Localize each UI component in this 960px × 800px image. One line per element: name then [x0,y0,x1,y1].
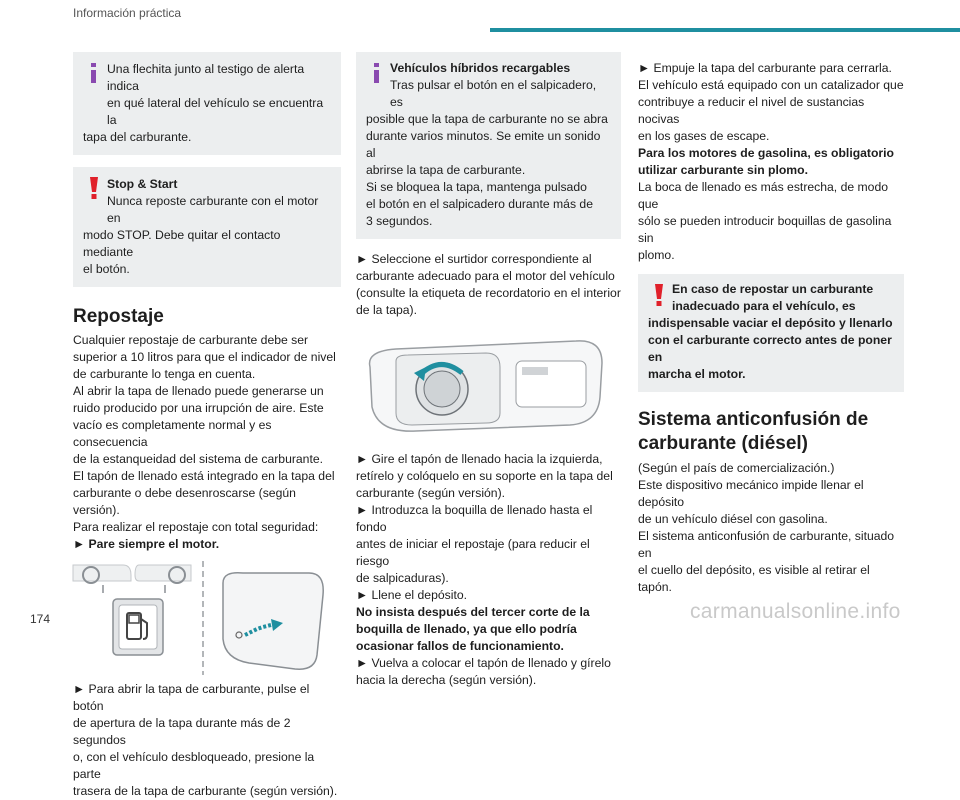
bold-line: boquilla de llenado, ya que ello podría [356,622,577,636]
warning-title: Stop & Start [107,177,178,191]
heading-repostaje: Repostaje [73,306,164,327]
info-title: Vehículos híbridos recargables [390,61,571,75]
body-line: superior a 10 litros para que el indicador de nivel [73,350,336,364]
body-line: de salpicaduras). [356,571,449,585]
column-2 [356,52,621,689]
body-line: de la tapa). [356,303,417,317]
body-line: en los gases de escape. [638,129,770,143]
body-line: carburante (según versión). [356,486,506,500]
fuel-cap-diagram [356,327,621,445]
info-line: abrirse la tapa de carburante. [366,163,526,177]
warning-line: indispensable vaciar el depósito y llenarlo [648,316,893,330]
body-line: ► Vuelva a colocar el tapón de llenado y gírelo [356,656,611,670]
bold-line: utilizar carburante sin plomo. [638,163,808,177]
body-line: de apertura de la tapa durante más de 2 segundos [73,716,291,747]
body-line: Cualquier repostaje de carburante debe ser [73,333,309,347]
info-icon [85,61,103,85]
body-line: plomo. [638,248,675,262]
body-line: El tapón de llenado está integrado en la tapa del [73,469,335,483]
body-line: el cuello del depósito, es visible al retirar el tapón. [638,563,870,594]
body-line: Al abrir la tapa de llenado puede generarse un [73,384,324,398]
body-line: carburante adecuado para el motor del vehículo [356,269,615,283]
body-line: La boca de llenado es más estrecha, de modo que [638,180,889,211]
body-line: contribuye a reducir el nivel de sustancias nocivas [638,95,865,126]
body-line: vacío es completamente normal y es consecuencia [73,418,272,449]
warning-line: con el carburante correcto antes de poner en [648,333,892,364]
fuel-door-diagram [73,559,341,677]
info-line: en qué lateral del vehículo se encuentra la [107,96,324,127]
body-line: retírelo y colóquelo en su soporte en la tapa del [356,469,613,483]
bold-line: No insista después del tercer corte de la [356,605,590,619]
warning-icon [85,176,103,200]
page-number: 174 [30,612,51,626]
fuel-cap-illustration [356,327,621,451]
info-line: durante varios minutos. Se emite un sonido al [366,129,601,160]
heading-anticonfusion: carburante (diésel) [638,433,808,454]
body-line: trasera de la tapa de carburante (según versión). [73,784,338,798]
body-line: o, con el vehículo desbloqueado, presione la parte [73,750,315,781]
warning-line: modo STOP. Debe quitar el contacto mediante [83,228,281,259]
warning-line: En caso de repostar un carburante [672,282,874,296]
body-line: sólo se pueden introducir boquillas de gasolina sin [638,214,892,245]
watermark: carmanualsonline.info [690,600,901,623]
body-line: ► Para abrir la tapa de carburante, pulse el botón [73,682,310,713]
info-line: 3 segundos. [366,214,433,228]
body-line: de carburante lo tenga en cuenta. [73,367,256,381]
info-box-hybrid [356,52,621,239]
body-line: carburante o debe desenroscarse (según versión). [73,486,296,517]
body-line: ► Empuje la tapa del carburante para cerrarla. [638,61,892,75]
info-box-arrow [73,52,341,155]
info-icon [368,61,386,85]
bold-line: Para los motores de gasolina, es obligatorio [638,146,895,160]
body-line: ► Gire el tapón de llenado hacia la izquierda, [356,452,603,466]
body-line: Para realizar el repostaje con total seguridad: [73,520,319,534]
warning-line: Nunca reposte carburante con el motor en [107,194,319,225]
body-line: ► Llene el depósito. [356,588,467,602]
column-3 [638,60,904,596]
body-line: ruido producido por una irrupción de aire. Este [73,401,324,415]
info-line: Si se bloquea la tapa, mantenga pulsado [366,180,587,194]
body-line: Este dispositivo mecánico impide llenar el depósito [638,478,864,509]
body-line: (consulte la etiqueta de recordatorio en el interior [356,286,621,300]
body-line: El sistema anticonfusión de carburante, situado en [638,529,895,560]
bold-step: ► Pare siempre el motor. [73,537,220,551]
column-1 [73,52,341,800]
fuel-door-illustration [73,559,341,681]
info-line: el botón en el salpicadero durante más de [366,197,593,211]
body-line: de un vehículo diésel con gasolina. [638,512,828,526]
info-line: Tras pulsar el botón en el salpicadero, es [390,78,597,109]
warning-line: inadecuado para el vehículo, es [672,299,856,313]
body-line: antes de iniciar el repostaje (para reducir el riesgo [356,537,590,568]
info-line: tapa del carburante. [83,130,192,144]
body-line: (Según el país de comercialización.) [638,461,835,475]
body-line: hacia la derecha (según versión). [356,673,537,687]
body-line: El vehículo está equipado con un catalizador que [638,78,904,92]
info-line: Una flechita junto al testigo de alerta indica [107,62,305,93]
heading-anticonfusion: Sistema anticonfusión de [638,409,869,430]
info-line: posible que la tapa de carburante no se abra [366,112,608,126]
warning-icon [650,283,668,307]
header-accent-bar [490,28,960,32]
body-line: ► Introduzca la boquilla de llenado hasta el fondo [356,503,593,534]
warning-box-stopstart [73,167,341,287]
bold-line: ocasionar fallos de funcionamiento. [356,639,564,653]
warning-box-wrong-fuel [638,274,904,392]
body-line: de la estanqueidad del sistema de carburante. [73,452,324,466]
body-line: ► Seleccione el surtidor correspondiente al [356,252,592,266]
warning-line: el botón. [83,262,130,276]
section-title: Información práctica [73,6,182,20]
warning-line: marcha el motor. [648,367,746,381]
